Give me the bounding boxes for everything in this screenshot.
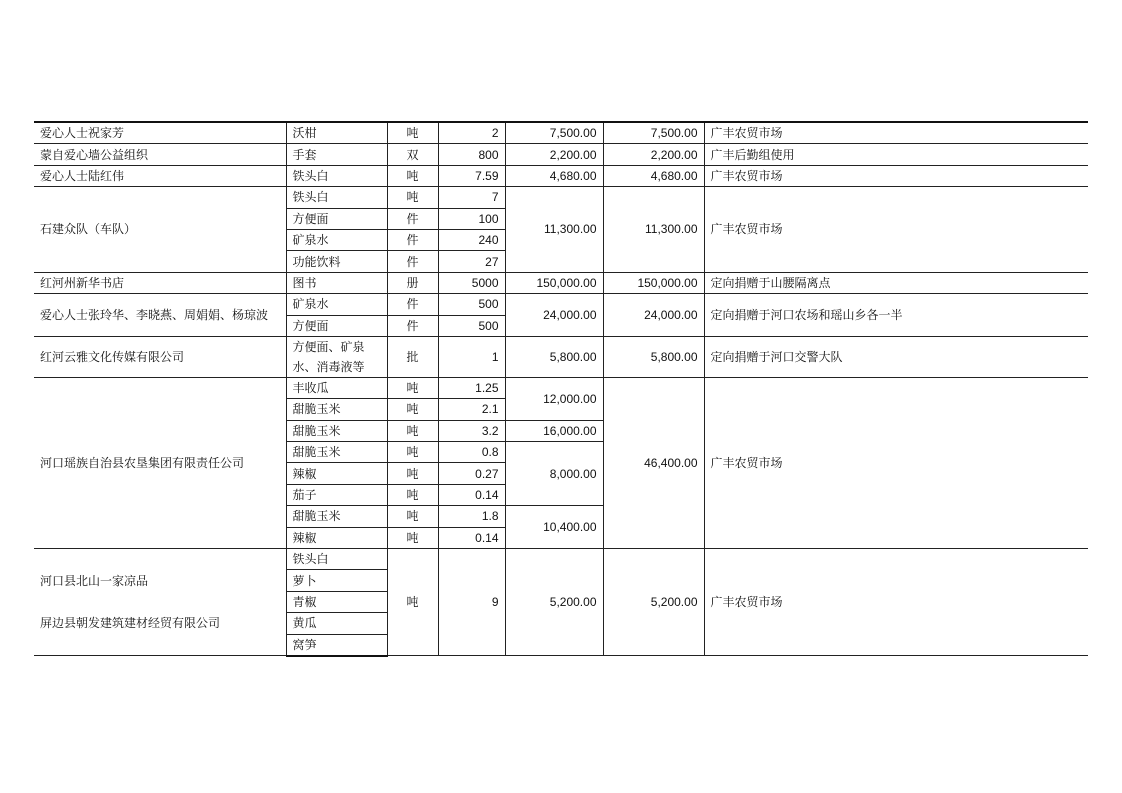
quantity-cell: 1 [438, 336, 505, 377]
unit-cell: 吨 [387, 442, 438, 463]
item-cell: 青椒 [286, 591, 387, 612]
total-cell: 150,000.00 [603, 272, 704, 293]
unit-cell: 吨 [387, 377, 438, 398]
donor-cell: 爱心人士陆红伟 [34, 165, 286, 186]
total-cell: 5,200.00 [603, 549, 704, 656]
table-row [34, 272, 1088, 293]
unit-cell: 吨 [387, 165, 438, 186]
table-row [34, 165, 1088, 186]
quantity-cell: 7 [438, 187, 505, 208]
donor-cell: 红河云雅文化传媒有限公司 [34, 336, 286, 377]
unit-cell: 批 [387, 336, 438, 377]
item-cell: 矿泉水 [286, 229, 387, 250]
donor-cell: 红河州新华书店 [34, 272, 286, 293]
unit-cell: 件 [387, 294, 438, 315]
item-cell: 矿泉水 [286, 294, 387, 315]
table-row [34, 122, 1088, 144]
note-cell: 定向捐赠于山腰隔离点 [704, 272, 1088, 293]
item-cell: 图书 [286, 272, 387, 293]
quantity-cell: 7.59 [438, 165, 505, 186]
item-cell: 黄瓜 [286, 613, 387, 634]
quantity-cell: 3.2 [438, 420, 505, 441]
donor-name: 屏边县朝发建筑建材经贸有限公司 [40, 616, 221, 631]
item-cell: 方便面 [286, 315, 387, 336]
total-cell: 7,500.00 [603, 122, 704, 144]
unit-cell: 双 [387, 144, 438, 165]
item-cell: 铁头白 [286, 187, 387, 208]
quantity-cell: 0.27 [438, 463, 505, 484]
quantity-cell: 9 [438, 549, 505, 656]
item-cell: 丰收瓜 [286, 377, 387, 398]
unit-cell: 吨 [387, 187, 438, 208]
item-cell: 功能饮料 [286, 251, 387, 272]
unit-cell: 吨 [387, 549, 438, 656]
note-cell: 广丰农贸市场 [704, 122, 1088, 144]
donor-cell: 石建众队（车队） [34, 187, 286, 273]
table-row [34, 187, 1088, 208]
donor-name: 河口县北山一家凉品 [40, 574, 149, 589]
table-row [34, 144, 1088, 165]
value-cell: 8,000.00 [505, 442, 603, 506]
donor-cell: 爱心人士张玲华、李晓燕、周娟娟、杨琼波 [34, 294, 286, 337]
quantity-cell: 100 [438, 208, 505, 229]
item-cell: 方便面、矿泉水、消毒液等 [286, 336, 387, 377]
table-row [34, 377, 1088, 398]
item-cell: 方便面 [286, 208, 387, 229]
note-cell: 广丰农贸市场 [704, 187, 1088, 273]
item-cell: 甜脆玉米 [286, 420, 387, 441]
value-cell: 16,000.00 [505, 420, 603, 441]
quantity-cell: 800 [438, 144, 505, 165]
total-cell: 2,200.00 [603, 144, 704, 165]
value-cell: 150,000.00 [505, 272, 603, 293]
donation-table [34, 121, 1088, 657]
item-cell: 沃柑 [286, 122, 387, 144]
table-row [34, 336, 1088, 377]
note-cell: 定向捐赠于河口农场和瑶山乡各一半 [704, 294, 1088, 337]
unit-cell: 吨 [387, 463, 438, 484]
unit-cell: 吨 [387, 420, 438, 441]
item-cell: 铁头白 [286, 165, 387, 186]
total-cell: 5,800.00 [603, 336, 704, 377]
unit-cell: 册 [387, 272, 438, 293]
value-cell: 5,200.00 [505, 549, 603, 656]
value-cell: 7,500.00 [505, 122, 603, 144]
unit-cell: 件 [387, 208, 438, 229]
item-cell: 萝卜 [286, 570, 387, 591]
quantity-cell: 0.14 [438, 527, 505, 548]
total-cell: 24,000.00 [603, 294, 704, 337]
value-cell: 11,300.00 [505, 187, 603, 273]
note-cell: 广丰农贸市场 [704, 549, 1088, 656]
value-cell: 12,000.00 [505, 377, 603, 420]
unit-cell: 件 [387, 315, 438, 336]
value-cell: 24,000.00 [505, 294, 603, 337]
unit-cell: 件 [387, 229, 438, 250]
item-cell: 窝笋 [286, 634, 387, 656]
quantity-cell: 240 [438, 229, 505, 250]
donor-cell [34, 549, 286, 656]
quantity-cell: 2 [438, 122, 505, 144]
value-cell: 2,200.00 [505, 144, 603, 165]
item-cell: 辣椒 [286, 463, 387, 484]
donor-cell: 爱心人士祝家芳 [34, 122, 286, 144]
quantity-cell: 1.25 [438, 377, 505, 398]
item-cell: 甜脆玉米 [286, 506, 387, 527]
quantity-cell: 500 [438, 294, 505, 315]
item-cell: 铁头白 [286, 549, 387, 570]
quantity-cell: 0.14 [438, 484, 505, 505]
note-cell: 广丰农贸市场 [704, 165, 1088, 186]
total-cell: 46,400.00 [603, 377, 704, 548]
donor-cell: 河口瑶族自治县农垦集团有限责任公司 [34, 377, 286, 548]
item-cell: 辣椒 [286, 527, 387, 548]
unit-cell: 吨 [387, 484, 438, 505]
value-cell: 5,800.00 [505, 336, 603, 377]
unit-cell: 吨 [387, 122, 438, 144]
quantity-cell: 500 [438, 315, 505, 336]
value-cell: 10,400.00 [505, 506, 603, 549]
item-cell: 甜脆玉米 [286, 399, 387, 420]
note-cell: 定向捐赠于河口交警大队 [704, 336, 1088, 377]
donor-cell: 蒙自爱心墙公益组织 [34, 144, 286, 165]
table-row [34, 549, 1088, 570]
quantity-cell: 5000 [438, 272, 505, 293]
unit-cell: 吨 [387, 527, 438, 548]
total-cell: 4,680.00 [603, 165, 704, 186]
unit-cell: 件 [387, 251, 438, 272]
unit-cell: 吨 [387, 399, 438, 420]
note-cell: 广丰农贸市场 [704, 377, 1088, 548]
table-row [34, 294, 1088, 315]
quantity-cell: 1.8 [438, 506, 505, 527]
item-cell: 茄子 [286, 484, 387, 505]
quantity-cell: 0.8 [438, 442, 505, 463]
note-cell: 广丰后勤组使用 [704, 144, 1088, 165]
quantity-cell: 27 [438, 251, 505, 272]
value-cell: 4,680.00 [505, 165, 603, 186]
total-cell: 11,300.00 [603, 187, 704, 273]
quantity-cell: 2.1 [438, 399, 505, 420]
item-cell: 手套 [286, 144, 387, 165]
item-cell: 甜脆玉米 [286, 442, 387, 463]
unit-cell: 吨 [387, 506, 438, 527]
